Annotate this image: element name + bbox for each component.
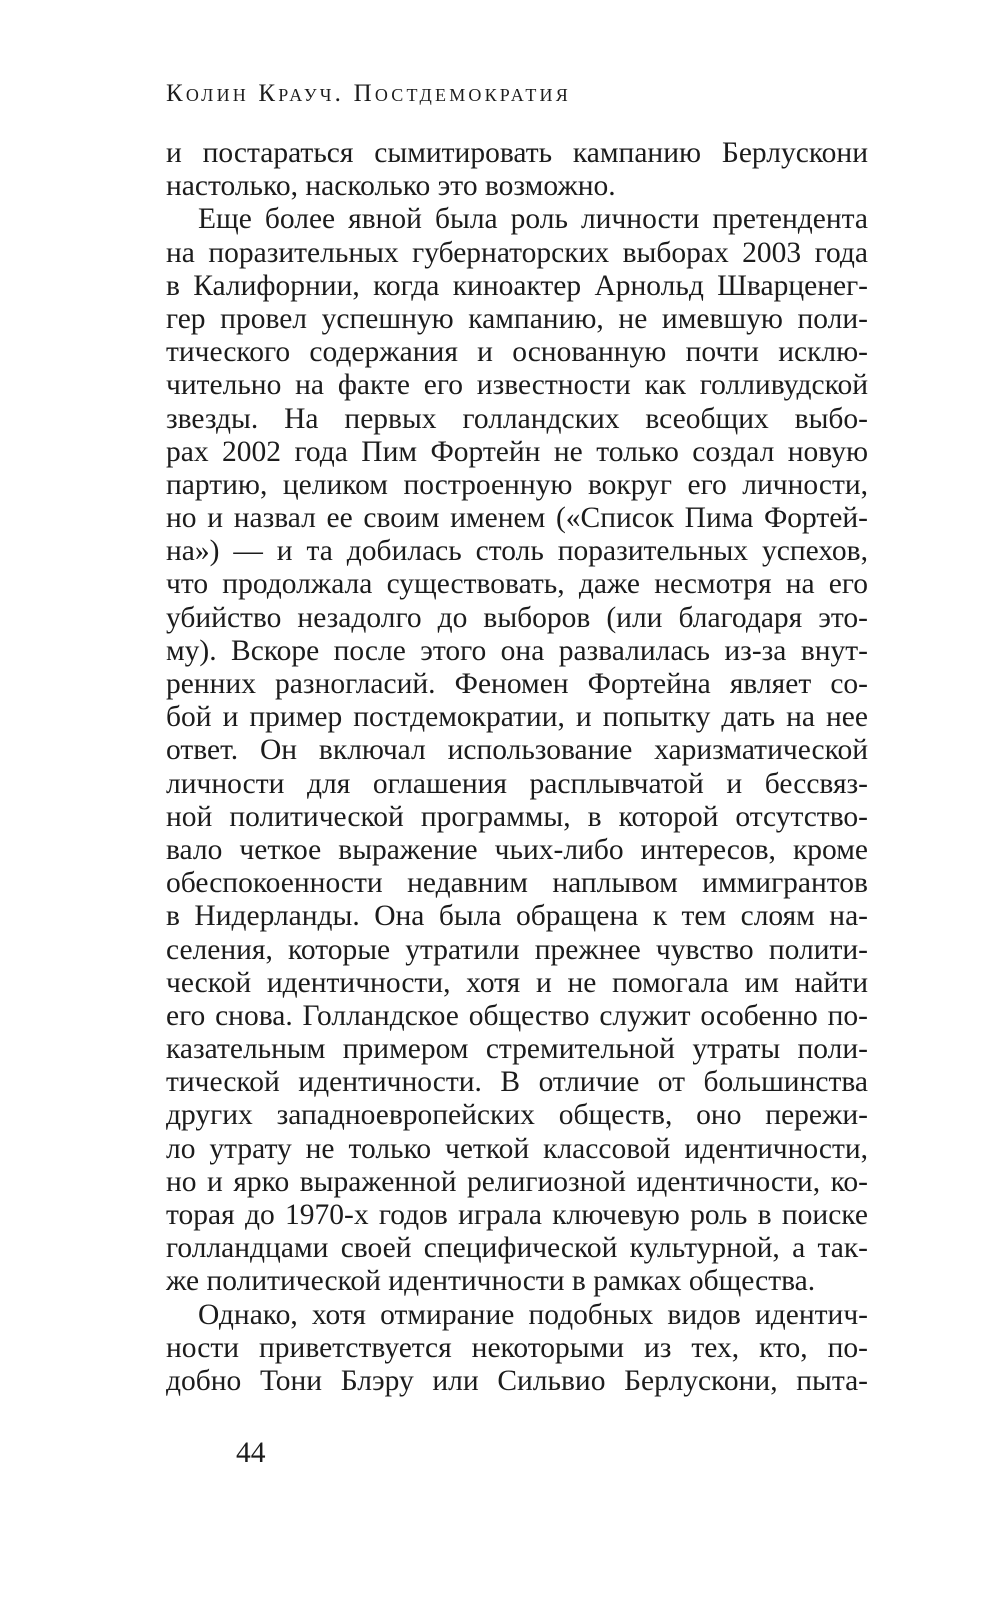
text-line: му). Вскоре после этого она развалилась из-за внут- — [166, 634, 868, 667]
text-line: торая до 1970-х годов играла ключевую роль в поиске — [166, 1199, 868, 1231]
body-text — [166, 137, 868, 1398]
text-line: ренних разногласий. Феномен Фортейна являет со- — [166, 668, 868, 700]
text-line: на») — и та добилась столь поразительных успехов, — [166, 535, 868, 568]
running-head: Колин Крауч. Постдемократия — [166, 80, 571, 107]
text-line: ной политической программы, в которой отсутство- — [166, 800, 868, 833]
text-line: партию, целиком построенную вокруг его личности, — [166, 468, 868, 501]
text-line: бой и пример постдемократии, и попытку дать на нее — [166, 701, 868, 734]
text-line: что продолжала существовать, даже несмотря на его — [166, 568, 868, 601]
text-line: вало четкое выражение чьих-либо интересов, кроме — [166, 833, 868, 866]
text-line: голландцами своей специфической культурной, а так- — [166, 1232, 868, 1265]
text-line: в Нидерланды. Она была обращена к тем слоям на- — [166, 900, 868, 933]
text-line: гер провел успешную кампанию, не имевшую поли- — [166, 302, 868, 335]
text-line: ческой идентичности, хотя и не помогала им найти — [166, 966, 868, 999]
text-line: на поразительных губернаторских выборах 2003 года — [166, 236, 868, 269]
text-line: других западноевропейских обществ, оно пережи- — [166, 1099, 868, 1132]
text-line: в Калифорнии, когда киноактер Арнольд Шварценег- — [166, 269, 868, 302]
text-line: тической идентичности. В отличие от большинства — [166, 1066, 868, 1099]
text-line: его снова. Голландское общество служит особенно по- — [166, 999, 868, 1032]
text-line: казательным примером стремительной утраты поли- — [166, 1033, 868, 1066]
text-line: чительно на факте его известности как голливудской — [166, 369, 868, 402]
text-line: тического содержания и основанную почти исклю- — [166, 336, 868, 369]
text-line: Еще более явной была роль личности претендента — [198, 203, 868, 236]
text-line: селения, которые утратили прежнее чувство полити- — [166, 933, 868, 966]
text-line: же политической идентичности в рамках общества. — [166, 1265, 816, 1298]
text-line: личности для оглашения расплывчатой и бессвяз- — [166, 767, 868, 800]
text-line: рах 2002 года Пим Фортейн не только создал новую — [166, 435, 868, 468]
page-number: 44 — [236, 1437, 266, 1469]
text-line: настолько, насколько это возможно. — [166, 170, 616, 203]
text-line: добно Тони Блэру или Сильвио Берлускони, пыта- — [166, 1364, 868, 1397]
text-line: звезды. На первых голландских всеобщих выбо- — [166, 402, 868, 435]
text-line: обеспокоенности недавним наплывом иммигрантов — [166, 867, 868, 900]
text-line: но и ярко выраженной религиозной идентичности, ко- — [166, 1165, 868, 1198]
text-line: и постараться сымитировать кампанию Берлускони — [166, 137, 868, 169]
text-line: но и назвал ее своим именем («Список Пима Фортей- — [166, 502, 868, 535]
text-line: ответ. Он включал использование харизматической — [166, 734, 868, 767]
text-line: ло утрату не только четкой классовой идентичности, — [166, 1132, 868, 1165]
text-line: убийство незадолго до выборов (или благодаря это- — [166, 601, 868, 634]
text-line: ности приветствуется некоторыми из тех, кто, по- — [166, 1331, 868, 1364]
text-line: Однако, хотя отмирание подобных видов идентич- — [198, 1298, 868, 1331]
